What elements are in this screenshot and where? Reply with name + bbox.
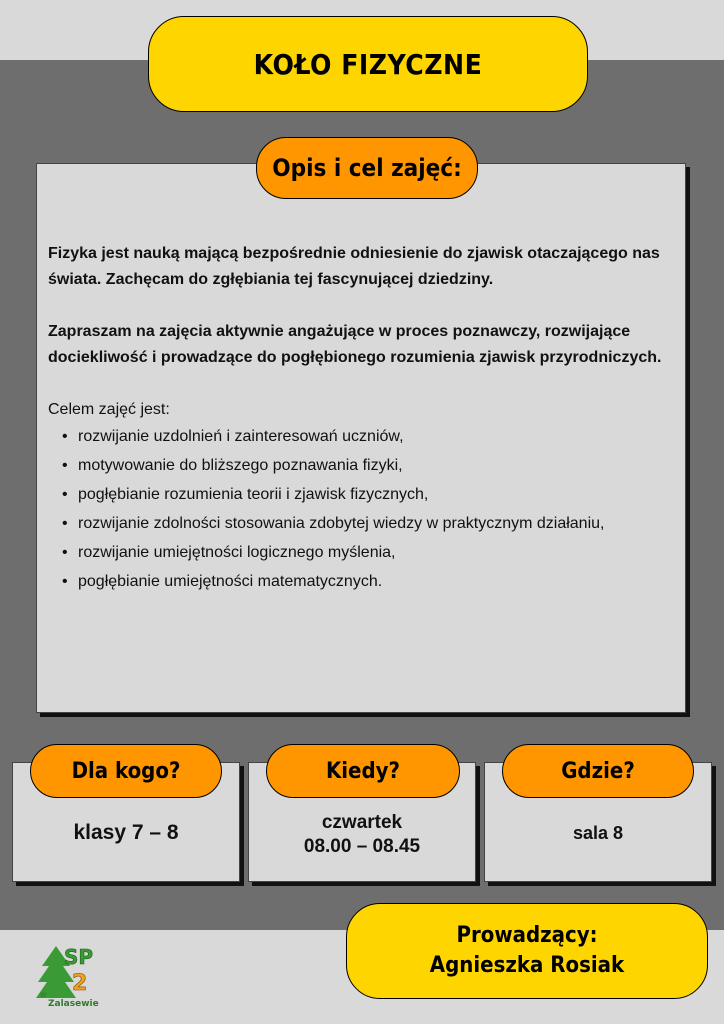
goal-item [62, 485, 673, 505]
goals-intro: Celem zajęć jest: [48, 401, 170, 418]
audience-value: klasy 7 – 8 [73, 821, 179, 844]
logo-place: Zalasewie [48, 999, 99, 1008]
description-content [48, 241, 673, 601]
goal-item-text: pogłębianie rozumienia teorii i zjawisk fizycznych, [78, 486, 429, 503]
bullet-icon: • [62, 428, 68, 445]
logo-prefix: w [40, 990, 47, 999]
goal-item-text: rozwijanie zdolności stosowania zdobytej wiedzy w praktycznym działaniu, [78, 515, 605, 532]
bullet-icon: • [62, 544, 68, 561]
schedule-label-text: Kiedy? [325, 758, 401, 784]
goal-item [62, 427, 673, 447]
audience-label [30, 744, 222, 798]
description-paragraph-2: Zapraszam na zajęcia aktywnie angażujące w proces poznawczy, rozwijające dociekliwość i prowadzące do pogłębionego rozumienia zjawisk przyrodniczych. [48, 323, 662, 366]
schedule-label [266, 744, 460, 798]
audience-label-text: Dla kogo? [71, 758, 181, 784]
teacher-label: Prowadzący: [456, 923, 598, 948]
teacher-box [346, 903, 708, 999]
goal-item [62, 456, 673, 476]
goal-item-text: pogłębianie umiejętności matematycznych. [78, 573, 383, 590]
description-paragraph-1: Fizyka jest nauką mającą bezpośrednie odniesienie do zjawisk otaczającego nas świata. Zachęcam do zgłębiania tej fascynującej dziedziny. [48, 245, 660, 288]
description-label-text: Opis i cel zajęć: [272, 154, 462, 182]
goal-item-text: rozwijanie umiejętności logicznego myślenia, [78, 544, 396, 561]
goal-item [62, 572, 673, 592]
bullet-icon: • [62, 573, 68, 590]
location-value: sala 8 [572, 823, 624, 843]
description-label [256, 137, 478, 199]
goals-list [48, 427, 673, 592]
bullet-icon: • [62, 457, 68, 474]
schedule-time: 08.00 – 08.45 [303, 836, 421, 857]
bullet-icon: • [62, 486, 68, 503]
logo-letters: SP [64, 945, 94, 969]
goal-item-text: motywowanie do bliższego poznawania fizyki, [78, 457, 403, 474]
page-title-text: KOŁO FIZYCZNE [253, 47, 483, 81]
logo-number: 2 [72, 971, 88, 996]
bullet-icon: • [62, 515, 68, 532]
school-logo [34, 944, 104, 1008]
goal-item-text: rozwijanie uzdolnień i zainteresowań uczniów, [78, 428, 404, 445]
goal-item [62, 543, 673, 563]
location-label [502, 744, 694, 798]
schedule-day: czwartek [321, 812, 403, 833]
teacher-name: Agnieszka Rosiak [429, 953, 625, 978]
location-label-text: Gdzie? [561, 758, 635, 784]
page-title [148, 16, 588, 112]
goal-item [62, 514, 673, 534]
